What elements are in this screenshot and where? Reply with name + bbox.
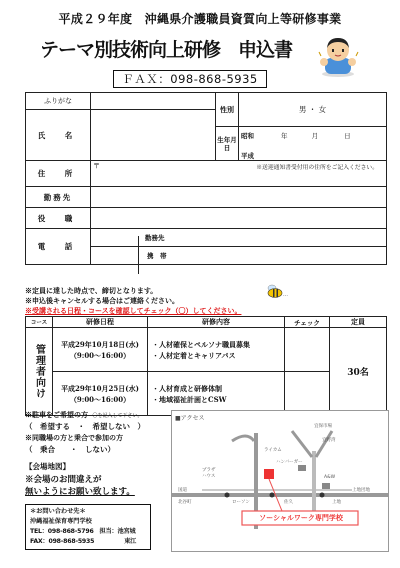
phone-label: 電 話 bbox=[26, 229, 91, 265]
application-form bbox=[25, 92, 387, 265]
parking-options[interactable]: （ 希望する ・ 希望しない ） bbox=[25, 422, 145, 431]
schedule-table bbox=[25, 316, 387, 416]
content-row-2 bbox=[148, 372, 285, 416]
era-heisei: 平成 bbox=[239, 144, 262, 161]
course-name: 管理者向け bbox=[26, 328, 53, 416]
person-illustration bbox=[316, 32, 360, 76]
content-row-1 bbox=[148, 328, 285, 372]
name-label: 氏 名 bbox=[26, 110, 91, 161]
gender-label: 性別 bbox=[216, 93, 239, 127]
year-label: 年 bbox=[281, 131, 288, 140]
carpool-line: ※同職場の方と乗合で参加の方 bbox=[25, 433, 123, 442]
venue-line-2: 無いようにお願い致します。 bbox=[25, 487, 135, 497]
phone-mobile-row[interactable] bbox=[91, 247, 387, 265]
birth-label: 生年月日 bbox=[216, 127, 239, 161]
workplace-field[interactable] bbox=[91, 187, 387, 208]
contact-heading: ＊お問い合わせ先＊ bbox=[30, 508, 86, 515]
date-row-2 bbox=[53, 372, 148, 416]
carpool-options[interactable]: （ 乗合 ・ しない） bbox=[25, 445, 115, 454]
era-showa: 昭和 bbox=[239, 127, 262, 144]
col-check: チェック bbox=[285, 317, 330, 328]
contact-box bbox=[25, 504, 151, 550]
page-title: テーマ別技術向上研修 申込書 bbox=[40, 39, 293, 61]
furigana-label: ふりがな bbox=[26, 93, 91, 110]
col-content: 研修内容 bbox=[148, 317, 285, 328]
phone-work-label: 勤務先 bbox=[145, 234, 165, 242]
fax-number: ＦＡＸ：098-868-5935 bbox=[122, 72, 258, 86]
content-1a: ・人材確保とペルソナ職員募集 bbox=[152, 339, 250, 349]
address-field[interactable] bbox=[91, 161, 387, 187]
map-graphic bbox=[172, 411, 388, 551]
subtitle: 平成２９年度 沖縄県介護職員資質向上等研修事業 bbox=[58, 12, 342, 26]
date-row-1 bbox=[53, 328, 148, 372]
map-poi-5: A&W bbox=[324, 475, 336, 480]
content-1b: ・人材定着とキャリアパス bbox=[152, 350, 236, 360]
contact-fax: FAX：098-868-5935 東江 bbox=[30, 538, 137, 545]
col-capacity: 定員 bbox=[330, 317, 387, 328]
phone-work-row[interactable] bbox=[91, 229, 387, 247]
note-2: ※申込後キャンセルする場合はご連絡ください。 bbox=[25, 296, 179, 305]
map-school-label: ソーシャルワーク専門学校 bbox=[259, 514, 343, 522]
col-date: 研修日程 bbox=[53, 317, 148, 328]
svg-text:…: … bbox=[283, 292, 288, 298]
bee-icon bbox=[264, 284, 286, 298]
map-poi-8: 宜野湾 bbox=[322, 438, 336, 443]
venue-line-1: ※会場のお間違えが bbox=[25, 475, 102, 485]
note-1: ※定員に達した時点で、締切となります。 bbox=[25, 286, 158, 295]
phone-divider bbox=[138, 236, 139, 274]
content-2b: ・地域福祉計画とCSW bbox=[152, 394, 227, 404]
birth-date-field[interactable] bbox=[261, 127, 387, 144]
gender-options: 男 ・ 女 bbox=[298, 105, 327, 114]
workplace-label: 勤務先 bbox=[26, 187, 91, 208]
capacity-value: 30名 bbox=[330, 328, 387, 416]
postal-mark: 〒 bbox=[93, 162, 100, 170]
map-poi-12: ローソン bbox=[232, 500, 250, 505]
phone-mobile-label: 携 帯 bbox=[147, 252, 167, 260]
day-label: 日 bbox=[344, 131, 351, 140]
fax-box bbox=[113, 70, 267, 88]
map-poi-9: 国道 bbox=[178, 488, 187, 493]
map-poi-3: プラザハウス bbox=[202, 468, 216, 479]
map-poi-11: 佐久 bbox=[284, 500, 293, 505]
map-poi-6: 上地 bbox=[332, 500, 341, 505]
date-1: 平成29年10月18日(水) bbox=[61, 339, 139, 349]
col-course: コース bbox=[26, 317, 53, 328]
note-3: ※受講される日程・コースを確認してチェック（〇）してください。 bbox=[25, 306, 242, 315]
date-2: 平成29年10月25日(水) bbox=[61, 383, 139, 393]
check-cell-2[interactable] bbox=[285, 372, 330, 416]
venue-heading: 【会場地図】 bbox=[25, 462, 70, 471]
content-2a: ・人材育成と研修体制 bbox=[152, 383, 222, 393]
map-poi-10: 北谷町 bbox=[178, 500, 192, 505]
access-map bbox=[171, 410, 389, 552]
address-note: ※送迎通知書受付用の住所をご記入ください。 bbox=[256, 165, 378, 171]
check-cell-1[interactable] bbox=[285, 328, 330, 372]
map-access-label: ■アクセス bbox=[175, 415, 205, 422]
map-poi-4: ハンバーガー bbox=[276, 460, 303, 465]
parking-line-1: ※駐車をご希望の方 〇を記入して下さい。 bbox=[25, 410, 143, 419]
time-1: （9:00～16:00） bbox=[69, 350, 131, 360]
month-label: 月 bbox=[311, 131, 319, 140]
furigana-field[interactable] bbox=[91, 93, 216, 110]
contact-org: 沖縄福祉保育専門学校 bbox=[30, 518, 92, 525]
gender-field[interactable] bbox=[239, 93, 387, 127]
position-label: 役 職 bbox=[26, 208, 91, 229]
time-2: （9:00～16:00） bbox=[69, 394, 131, 404]
contact-tel: TEL：098-868-5796 担当：池宮城 bbox=[30, 528, 136, 535]
birth-date-field-2[interactable] bbox=[261, 144, 387, 161]
map-poi-2: ライカム bbox=[264, 448, 282, 453]
map-poi-1: 宜保市場 bbox=[314, 424, 332, 429]
position-field[interactable] bbox=[91, 208, 387, 229]
address-label: 住 所 bbox=[26, 161, 91, 187]
name-field[interactable] bbox=[91, 110, 216, 161]
map-poi-7: 上地団地 bbox=[352, 488, 370, 493]
